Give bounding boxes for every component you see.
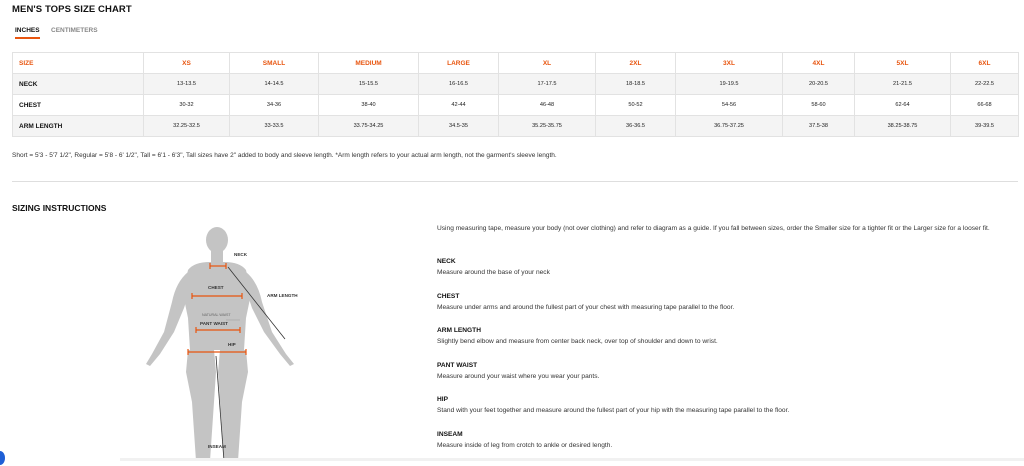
table-cell: 30-32 [144,95,230,116]
column-header: SMALL [230,53,319,74]
measurement-heading: INSEAM [437,431,463,438]
measurement-item [437,292,1017,313]
measurement-heading: HIP [437,396,448,403]
table-cell: 37.5-38 [783,116,855,137]
table-cell: 42-44 [419,95,499,116]
table-cell: 54-56 [676,95,783,116]
table-cell: 39-39.5 [951,116,1019,137]
measurement-item [437,430,1017,451]
table-cell: 22-22.5 [951,74,1019,95]
column-header: XL [499,53,596,74]
table-cell: 16-16.5 [419,74,499,95]
measurement-description: Measure around the base of your neck [437,269,550,276]
table-cell: 17-17.5 [499,74,596,95]
figure-label-neck: NECK [234,252,248,257]
measurement-item [437,395,1017,416]
table-cell: 58-60 [783,95,855,116]
measurement-item [437,257,1017,278]
table-cell: 36.75-37.25 [676,116,783,137]
table-cell: 46-48 [499,95,596,116]
measurement-description: Measure inside of leg from crotch to ankle or desired length. [437,442,613,449]
measurement-description: Measure around your waist where you wear your pants. [437,373,600,380]
figure-label-pant-waist: PANT WAIST [200,321,228,326]
table-cell: 34.5-35 [419,116,499,137]
table-cell: 35.25-35.75 [499,116,596,137]
measurement-heading: ARM LENGTH [437,327,481,334]
table-row [13,116,1019,137]
figure-label-natural-waist: NATURAL WAIST [202,313,231,317]
table-cell: 34-36 [230,95,319,116]
row-label: NECK [13,74,144,95]
row-label: ARM LENGTH [13,116,144,137]
tab-centimeters[interactable]: CENTIMETERS [51,27,98,34]
sizing-instructions-title: SIZING INSTRUCTIONS [12,203,107,213]
table-cell: 38.25-38.75 [855,116,951,137]
table-cell: 50-52 [596,95,676,116]
figure-label-arm-length: ARM LENGTH [267,293,298,298]
measurement-heading: CHEST [437,293,460,300]
table-row [13,74,1019,95]
figure-label-hip: HIP [228,342,236,347]
column-header: MEDIUM [319,53,419,74]
measurement-heading: NECK [437,258,456,265]
table-header-row [13,53,1019,74]
measurement-heading: PANT WAIST [437,362,478,369]
column-header: 2XL [596,53,676,74]
measurement-description: Measure under arms and around the fullest part of your chest with measuring tape parallel to the floor. [437,304,735,311]
chat-widget-icon[interactable] [0,451,5,465]
table-cell: 15-15.5 [319,74,419,95]
measurement-description: Stand with your feet together and measure around the fullest part of your hip with the measuring tape parallel to the floor. [437,407,790,414]
table-cell: 18-18.5 [596,74,676,95]
table-cell: 19-19.5 [676,74,783,95]
table-cell: 21-21.5 [855,74,951,95]
table-cell: 33.75-34.25 [319,116,419,137]
row-label: CHEST [13,95,144,116]
figure-label-inseam: INSEAM [208,444,226,449]
column-header: XS [144,53,230,74]
column-header: 6XL [951,53,1019,74]
column-header: 3XL [676,53,783,74]
measurement-description: Slightly bend elbow and measure from center back neck, over top of shoulder and down to wrist. [437,338,718,345]
table-cell: 36-36.5 [596,116,676,137]
measurement-item [437,361,1017,382]
measurement-item [437,326,1017,347]
table-cell: 14-14.5 [230,74,319,95]
table-cell: 38-40 [319,95,419,116]
size-corner-label: SIZE [13,53,144,74]
size-chart-table [12,52,1019,137]
table-cell: 62-64 [855,95,951,116]
table-cell: 66-68 [951,95,1019,116]
size-note: Short = 5'3 - 5'7 1/2", Regular = 5'8 - 6' 1/2", Tall = 6'1 - 6'3", Tall sizes have 2" added to body and sleeve length. *Arm length refers to your actual arm length, not the garment's sleeve length. [12,152,557,159]
tab-inches[interactable]: INCHES [15,27,40,39]
body-silhouette [130,222,310,461]
page-title: MEN'S TOPS SIZE CHART [12,4,132,15]
figure-label-chest: CHEST [208,285,224,290]
table-cell: 13-13.5 [144,74,230,95]
table-cell: 32.25-32.5 [144,116,230,137]
body-measurement-diagram [130,222,310,461]
instructions-intro: Using measuring tape, measure your body (not over clothing) and refer to diagram as a guide. If you fall between sizes, order the Smaller size for a tighter fit or the Larger size for a looser fit. [437,225,990,232]
column-header: LARGE [419,53,499,74]
column-header: 5XL [855,53,951,74]
column-header: 4XL [783,53,855,74]
table-cell: 33-33.5 [230,116,319,137]
section-divider [12,181,1018,182]
table-cell: 20-20.5 [783,74,855,95]
table-row [13,95,1019,116]
